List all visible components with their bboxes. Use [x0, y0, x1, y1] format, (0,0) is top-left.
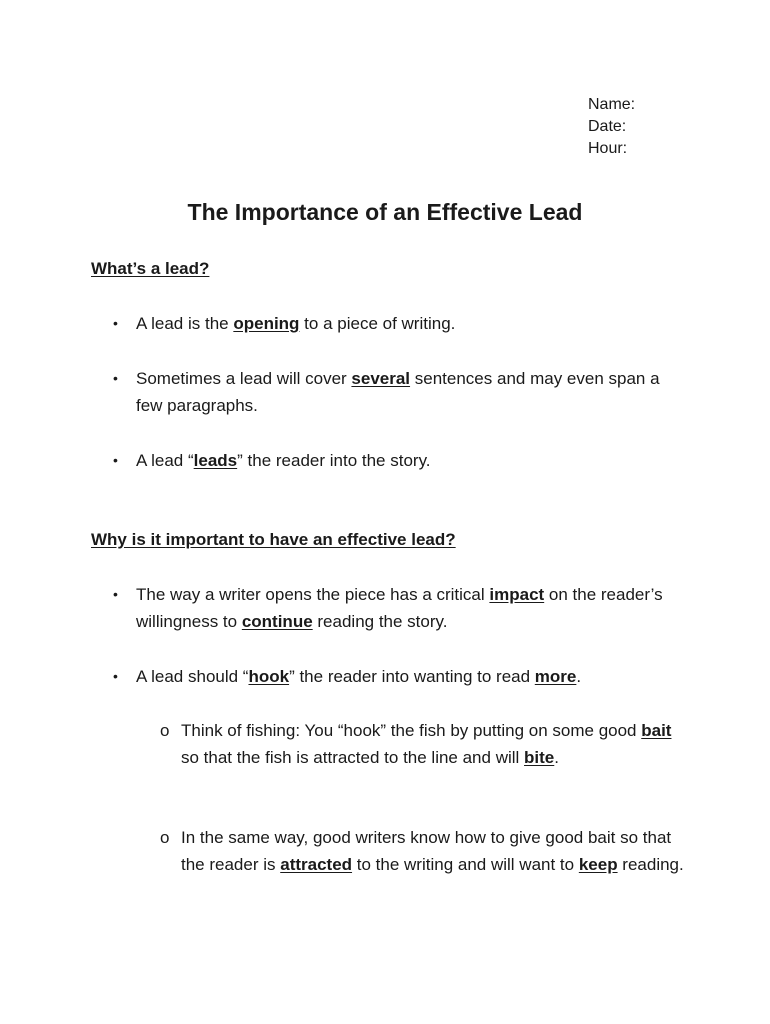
emphasis-word: bait [641, 721, 672, 740]
emphasis-word: leads [193, 451, 238, 470]
section-heading-whats-a-lead: What’s a lead? [91, 259, 210, 278]
bullet-marker: • [113, 668, 118, 684]
list-item: A lead should “hook” the reader into wanting to read more. [136, 667, 582, 686]
sub-bullet-marker: o [160, 721, 170, 740]
bullet-marker: • [113, 586, 118, 602]
bullet-marker: • [113, 370, 118, 386]
list-item: Sometimes a lead will cover several sentences and may even span a few paragraphs. [136, 369, 660, 415]
date-label: Date: [588, 118, 627, 135]
section-heading-why-important: Why is it important to have an effective lead? [91, 530, 456, 549]
bullet-marker: • [113, 315, 118, 331]
emphasis-word: more [534, 667, 577, 686]
emphasis-word: bite [524, 748, 555, 767]
list-item: A lead is the opening to a piece of writing. [136, 314, 456, 333]
emphasis-word: attracted [280, 855, 353, 874]
list-item: A lead “leads” the reader into the story. [136, 451, 431, 470]
emphasis-word: opening [233, 314, 300, 333]
sub-list-item: In the same way, good writers know how to give good bait so that the reader is attracted to the writing and will want to keep reading. [181, 828, 684, 874]
hour-label: Hour: [588, 140, 628, 157]
emphasis-word: continue [241, 612, 313, 631]
bullet-marker: • [113, 452, 118, 468]
list-item: The way a writer opens the piece has a critical impact on the reader’s willingness to continue reading the story. [136, 585, 663, 631]
emphasis-word: several [351, 369, 411, 388]
student-info-block [588, 94, 635, 160]
emphasis-word: impact [489, 585, 545, 604]
sub-bullet-marker: o [160, 828, 170, 847]
emphasis-word: hook [248, 667, 290, 686]
emphasis-word: keep [578, 855, 618, 874]
sub-list-item: Think of fishing: You “hook” the fish by putting on some good bait so that the fish is attracted to the line and will bite. [181, 721, 672, 767]
name-label: Name: [588, 96, 636, 113]
document-title: The Importance of an Effective Lead [187, 199, 583, 225]
